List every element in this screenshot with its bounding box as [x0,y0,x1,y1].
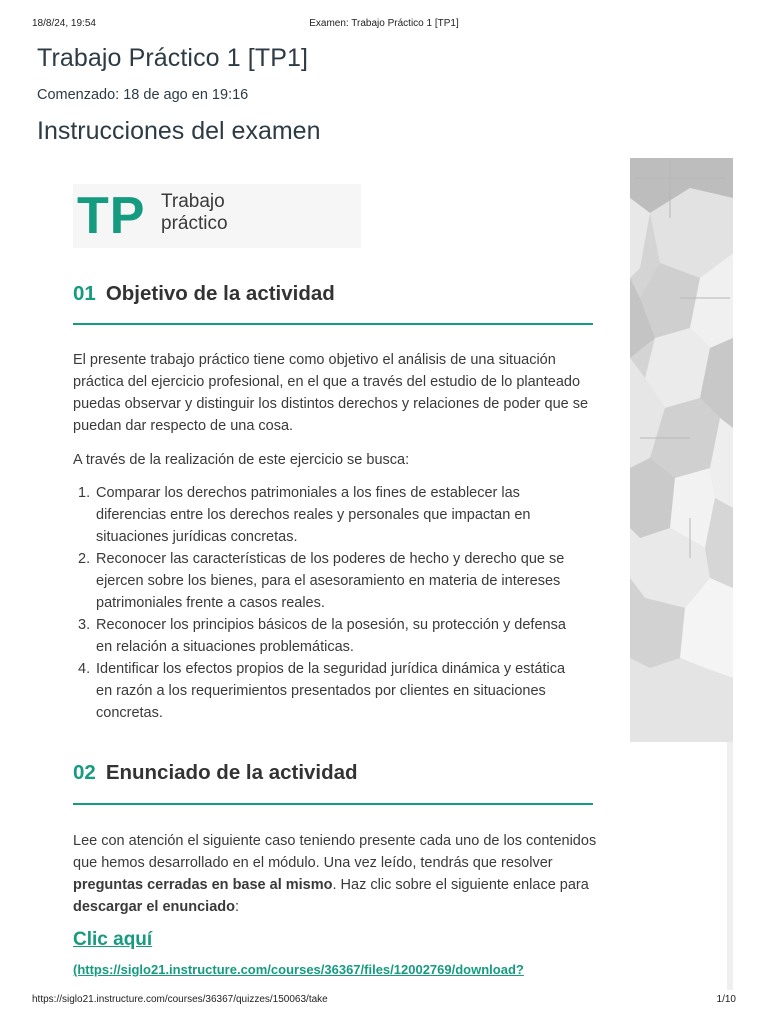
logo-line-1: Trabajo [161,191,225,212]
objective-intro: El presente trabajo práctico tiene como objetivo el análisis de una situación práctica del ejercicio profesional, en el que a través del estudio de lo planteado puedas observar y distinguir los distintos derechos y relaciones de poder que se puedan dar respecto de una cosa. [73,352,589,434]
section-divider [73,323,593,325]
print-page-number: 1/10 [716,994,736,1005]
side-strip [727,742,733,990]
section-heading-objective [73,282,335,306]
list-item: 3. Reconocer los principios básicos de la posesión, su protección y defensa en relación a situaciones problemáticas. [78,617,566,655]
logo-label [161,191,228,235]
decorative-side-image [630,158,733,742]
section-number: 02 [73,761,96,784]
list-item: 4. Identificar los efectos propios de la seguridad jurídica dinámica y estática en razón a los requerimientos presentados por clientes en situaciones concretas. [78,661,566,721]
statement-text: Lee con atención el siguiente caso teniendo presente cada uno de los contenidos que hemos desarrollado en el módulo. Una vez leído, tendrás que resolver preguntas cerradas en base al mismo. Haz clic sobre el siguiente enlace para descargar el enunciado: [73,833,597,915]
tp-logo [73,184,361,248]
list-item: 1. Comparar los derechos patrimoniales a los fines de establecer las diferencias entre los derechos reales y personales que impactan en situaciones jurídicas concretas. [78,485,531,545]
print-header [32,18,736,32]
download-link[interactable]: Clic aquí [73,929,153,950]
started-timestamp: Comenzado: 18 de ago en 19:16 [37,87,249,103]
print-datetime: 18/8/24, 19:54 [32,18,96,29]
download-url-link[interactable]: (https://siglo21.instructure.com/courses/36367/files/12002769/download? [73,962,524,977]
section-divider [73,803,593,805]
objective-lead: A través de la realización de este ejercicio se busca: [73,452,410,468]
section-title: Objetivo de la actividad [105,282,335,305]
print-footer [32,994,736,1008]
section-number: 01 [73,282,96,305]
section-heading-statement [73,761,358,785]
print-doc-title: Examen: Trabajo Práctico 1 [TP1] [309,18,459,29]
logo-line-2: práctico [161,213,228,234]
objectives-list [73,482,573,724]
logo-mark: TP [77,187,146,245]
list-item: 2. Reconocer las características de los poderes de hecho y derecho que se ejercen sobre los bienes, para el asesoramiento en materia de intereses patrimoniales frente a casos reales. [78,551,565,611]
print-url: https://siglo21.instructure.com/courses/36367/quizzes/150063/take [32,994,328,1005]
section-title: Enunciado de la actividad [105,761,358,784]
page-title: Trabajo Práctico 1 [TP1] [37,44,309,72]
instructions-title: Instrucciones del examen [37,117,321,145]
